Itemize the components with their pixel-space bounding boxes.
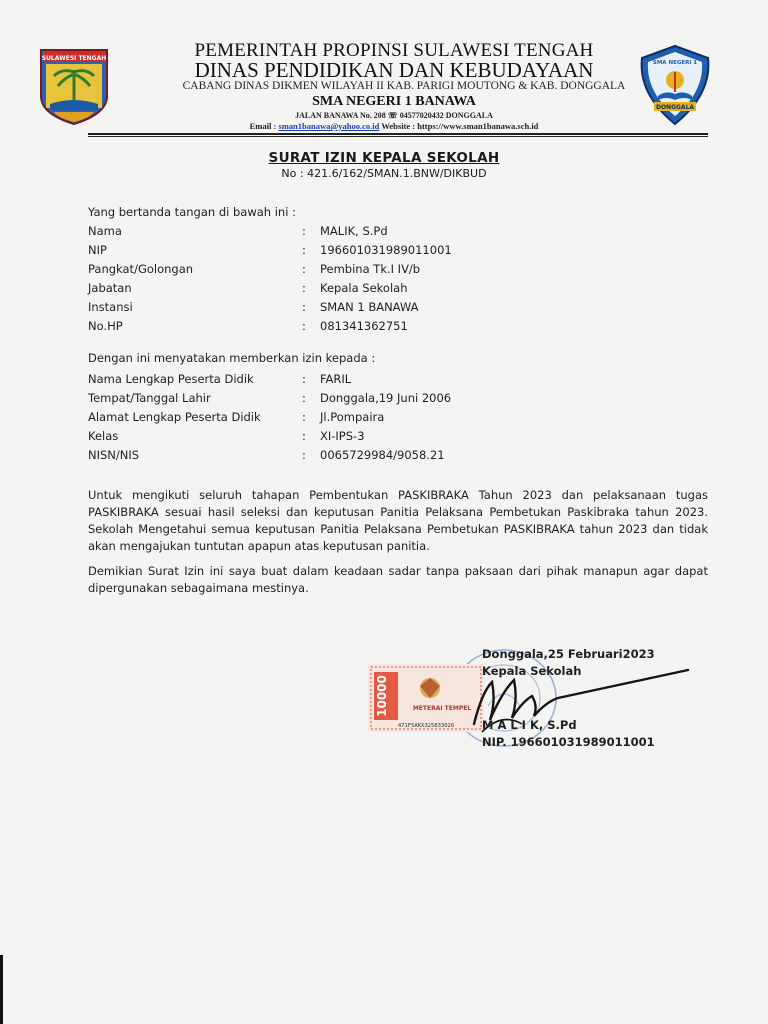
letterhead-branch: CABANG DINAS DIKMEN WILAYAH II KAB. PARIGI MOUTONG & KAB. DONGGALA bbox=[182, 80, 626, 92]
email-link[interactable]: sman1banawa@yahoo.co.id bbox=[278, 121, 380, 131]
website-label: Website : bbox=[381, 121, 416, 131]
letter-title: SURAT IZIN KEPALA SEKOLAH bbox=[268, 150, 500, 166]
stamp-value: 10000 bbox=[375, 675, 389, 717]
letterhead-government: PEMERINTAH PROPINSI SULAWESI TENGAH bbox=[194, 40, 594, 61]
email-label: Email : bbox=[249, 121, 277, 131]
letter-number: No : 421.6/162/SMAN.1.BNW/DIKBUD bbox=[281, 167, 487, 180]
letterhead-rule-thin bbox=[88, 136, 708, 137]
stamp-code: 471F5AKX325833026 bbox=[397, 723, 455, 729]
student-intro: Dengan ini menyatakan memberkan izin kepada : bbox=[88, 351, 376, 365]
letterhead-address: JALAN BANAWA No. 208 ☏ 04577020432 DONGGALA bbox=[295, 111, 493, 120]
signature-nip: NIP. 196601031989011001 bbox=[482, 735, 655, 749]
closing-paragraph: Demikian Surat Izin ini saya buat dalam keadaan sadar tanpa paksaan dari pihak manapun agar dapat dipergunakan sebagaimana mestinya. bbox=[88, 564, 708, 595]
letterhead-rule-thick bbox=[88, 133, 708, 135]
signature-place-date: Donggala,25 Februari2023 bbox=[482, 647, 655, 661]
right-logo-top-label: SMA NEGERI 1 bbox=[652, 60, 698, 66]
signature-name: M A L I K, S.Pd bbox=[482, 718, 577, 732]
permission-paragraph: Untuk mengikuti seluruh tahapan Pembentukan PASKIBRAKA Tahun 2023 dan pelaksanaan tugas PASKIBRAKA sesuai hasil seleksi dan keputusan Panitia Pelaksana Pembetukan Paskibraka tahun 2023. Sekolah Mengetahui semua keputusan Panitia Pelaksana Pembetukan PASKIBRAKA tahun 2023 dan tidak akan mengajukan tuntutan apapun atas keputusan panitia. bbox=[88, 488, 708, 553]
letterhead-contact bbox=[10, 121, 768, 131]
letterhead-school-name: SMA NEGERI 1 BANAWA bbox=[312, 94, 476, 109]
website-link[interactable]: https://www.sman1banawa.sch.id bbox=[417, 121, 539, 131]
signer-intro: Yang bertanda tangan di bawah ini : bbox=[88, 205, 296, 219]
scan-edge-mark bbox=[0, 955, 3, 1024]
letterhead-department: DINAS PENDIDIKAN DAN KEBUDAYAAN bbox=[194, 58, 594, 82]
stamp-label: METERAI TEMPEL bbox=[412, 705, 472, 712]
left-logo-label: SULAWESI TENGAH bbox=[41, 55, 107, 62]
right-logo-bottom-label: DONGGALA bbox=[655, 104, 695, 111]
signature-position: Kepala Sekolah bbox=[482, 664, 582, 678]
